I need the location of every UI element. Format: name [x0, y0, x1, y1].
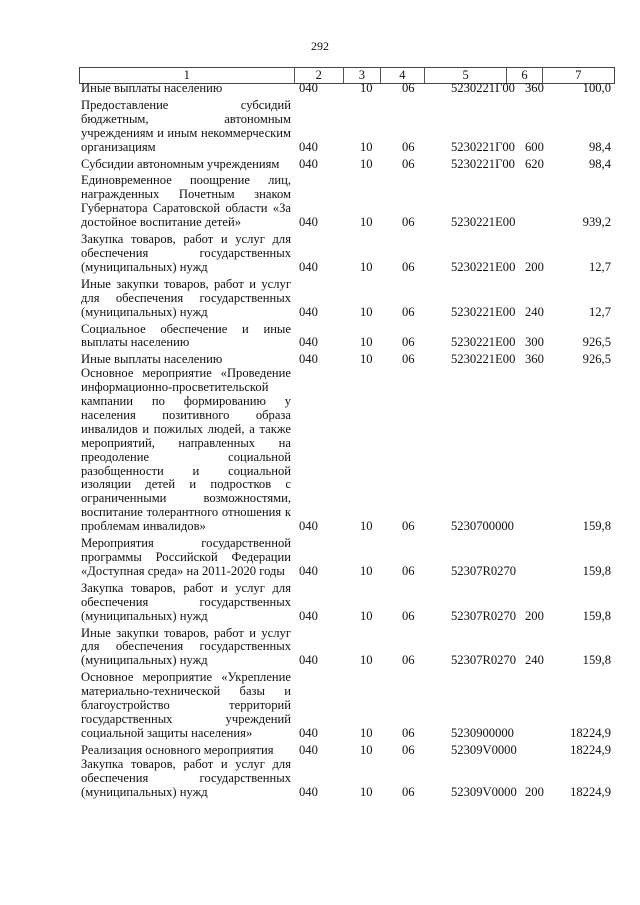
row-col-7: 926,5 [582, 335, 611, 350]
row-col-2: 040 [299, 156, 318, 171]
row-col-7: 18224,9 [570, 742, 611, 757]
row-col-7: 159,8 [582, 608, 611, 623]
row-col-7: 18224,9 [570, 725, 611, 740]
row-name: Основное мероприятие «Проведение информационно-просветительской кампании по формированию у населения позитивного образа инвалидов и пожилых людей, а также мероприятий, направленных на преодоление социальной разобщенности и социальной изоляции детей и подростков с ограниченными возможностями, воспитание толерантного отношения к проблемам инвалидов» [81, 366, 291, 534]
row-col-6: 360 [525, 352, 544, 367]
row-name: Социальное обеспечение и иные выплаты населению [81, 321, 291, 350]
row-col-4: 06 [402, 608, 415, 623]
row-col-6: 240 [525, 653, 544, 668]
row-col-7: 939,2 [582, 215, 611, 230]
row-col-7: 159,8 [582, 563, 611, 578]
row-col-3: 10 [360, 653, 373, 668]
header-col-5: 5 [425, 68, 507, 83]
row-name: Иные выплаты населению [81, 81, 223, 95]
row-col-2: 040 [299, 139, 318, 154]
row-col-7: 159,8 [582, 519, 611, 534]
row-col-7: 98,4 [588, 139, 611, 154]
table-row [81, 174, 613, 230]
row-name: Субсидии автономным учреждениям [81, 156, 280, 171]
row-col-3: 10 [360, 725, 373, 740]
row-col-7: 18224,9 [570, 784, 611, 799]
row-col-5: 5230221Г00 [451, 139, 515, 154]
row-col-2: 040 [299, 519, 318, 534]
row-col-5: 5230900000 [451, 725, 514, 740]
table-row [81, 233, 613, 275]
row-col-3: 10 [360, 742, 373, 757]
row-col-5: 5230221Е00 [451, 215, 516, 230]
row-col-2: 040 [299, 304, 318, 319]
row-col-4: 06 [402, 742, 415, 757]
row-col-2: 040 [299, 352, 318, 367]
row-col-7: 12,7 [588, 259, 611, 274]
row-col-3: 10 [360, 563, 373, 578]
table-row [81, 367, 613, 534]
table-row [81, 627, 613, 669]
row-col-6: 620 [525, 156, 544, 171]
row-col-5: 52309V0000 [451, 742, 517, 757]
row-col-4: 06 [402, 139, 415, 154]
row-col-7: 98,4 [588, 156, 611, 171]
row-col-6: 200 [525, 608, 544, 623]
row-col-2: 040 [299, 335, 318, 350]
table-row [81, 353, 613, 367]
table-row [81, 744, 613, 758]
row-name: Закупка товаров, работ и услуг для обеспечения государственных (муниципальных) нужд [81, 756, 291, 799]
row-col-6: 360 [525, 81, 544, 95]
row-col-3: 10 [360, 81, 373, 95]
row-col-4: 06 [402, 352, 415, 367]
row-col-4: 06 [402, 335, 415, 350]
table-row [81, 99, 613, 155]
table-body [81, 82, 613, 802]
row-col-3: 10 [360, 304, 373, 319]
header-col-1: 1 [80, 68, 295, 83]
row-col-7: 100,0 [582, 81, 611, 95]
row-col-2: 040 [299, 81, 318, 95]
row-col-6: 240 [525, 304, 544, 319]
row-col-2: 040 [299, 259, 318, 274]
row-name: Предоставление субсидий бюджетным, автономным учреждениям и иным некоммерческим организациям [81, 97, 291, 154]
row-name: Единовременное поощрение лиц, награжденных Почетным знаком Губернатора Саратовской области «За достойное воспитание детей» [81, 173, 291, 230]
table-row [81, 671, 613, 741]
row-name: Закупка товаров, работ и услуг для обеспечения государственных (муниципальных) нужд [81, 580, 291, 623]
row-col-4: 06 [402, 563, 415, 578]
row-col-6: 200 [525, 259, 544, 274]
row-col-4: 06 [402, 215, 415, 230]
table-row [81, 323, 613, 351]
row-col-4: 06 [402, 519, 415, 534]
row-col-2: 040 [299, 653, 318, 668]
row-col-2: 040 [299, 215, 318, 230]
row-col-4: 06 [402, 725, 415, 740]
row-name: Иные выплаты населению [81, 352, 223, 367]
header-col-3: 3 [344, 68, 381, 83]
row-col-5: 5230221Е00 [451, 352, 516, 367]
page-number: 292 [311, 39, 329, 53]
row-col-3: 10 [360, 608, 373, 623]
row-col-5: 52307R0270 [451, 653, 517, 668]
row-col-3: 10 [360, 259, 373, 274]
row-name: Закупка товаров, работ и услуг для обеспечения государственных (муниципальных) нужд [81, 232, 291, 274]
row-col-3: 10 [360, 335, 373, 350]
row-name: Основное мероприятие «Укрепление материально-технической базы и благоустройство территорий государственных учреждений социальной защиты населения» [81, 670, 291, 740]
row-name: Реализация основного мероприятия [81, 742, 274, 757]
table-row [81, 82, 613, 96]
row-col-3: 10 [360, 215, 373, 230]
table-row [81, 758, 613, 800]
row-col-7: 159,8 [582, 653, 611, 668]
table-row [81, 158, 613, 172]
row-col-6: 300 [525, 335, 544, 350]
row-col-2: 040 [299, 742, 318, 757]
row-col-4: 06 [402, 304, 415, 319]
row-name: Иные закупки товаров, работ и услуг для обеспечения государственных (муниципальных) нужд [81, 276, 291, 319]
row-col-3: 10 [360, 352, 373, 367]
row-col-5: 52307R0270 [451, 563, 517, 578]
row-col-3: 10 [360, 784, 373, 799]
row-col-4: 06 [402, 259, 415, 274]
row-col-4: 06 [402, 81, 415, 95]
row-col-2: 040 [299, 725, 318, 740]
row-col-2: 040 [299, 608, 318, 623]
row-col-4: 06 [402, 653, 415, 668]
row-col-5: 5230221Е00 [451, 335, 516, 350]
row-col-5: 52307R0270 [451, 608, 517, 623]
row-col-5: 5230221Г00 [451, 81, 515, 95]
table-row [81, 582, 613, 624]
row-col-5: 52309V0000 [451, 784, 517, 799]
header-col-6: 6 [507, 68, 543, 83]
header-col-7: 7 [575, 68, 582, 82]
row-col-5: 5230221Е00 [451, 259, 516, 274]
row-col-2: 040 [299, 563, 318, 578]
row-col-5: 5230221Г00 [451, 156, 515, 171]
header-col-2: 2 [295, 68, 344, 83]
row-col-6: 200 [525, 784, 544, 799]
header-col-4: 4 [381, 68, 426, 83]
table-row [81, 537, 613, 579]
row-col-4: 06 [402, 156, 415, 171]
row-col-3: 10 [360, 156, 373, 171]
row-col-5: 5230700000 [451, 519, 514, 534]
row-col-3: 10 [360, 139, 373, 154]
row-col-7: 12,7 [588, 304, 611, 319]
row-name: Иные закупки товаров, работ и услуг для обеспечения государственных (муниципальных) нужд [81, 625, 291, 668]
row-col-3: 10 [360, 519, 373, 534]
row-col-5: 5230221Е00 [451, 304, 516, 319]
table-row [81, 278, 613, 320]
row-name: Мероприятия государственной программы Российской Федерации «Доступная среда» на 2011-2020 годы [81, 536, 291, 578]
row-col-7: 926,5 [582, 352, 611, 367]
row-col-4: 06 [402, 784, 415, 799]
row-col-2: 040 [299, 784, 318, 799]
row-col-6: 600 [525, 139, 544, 154]
